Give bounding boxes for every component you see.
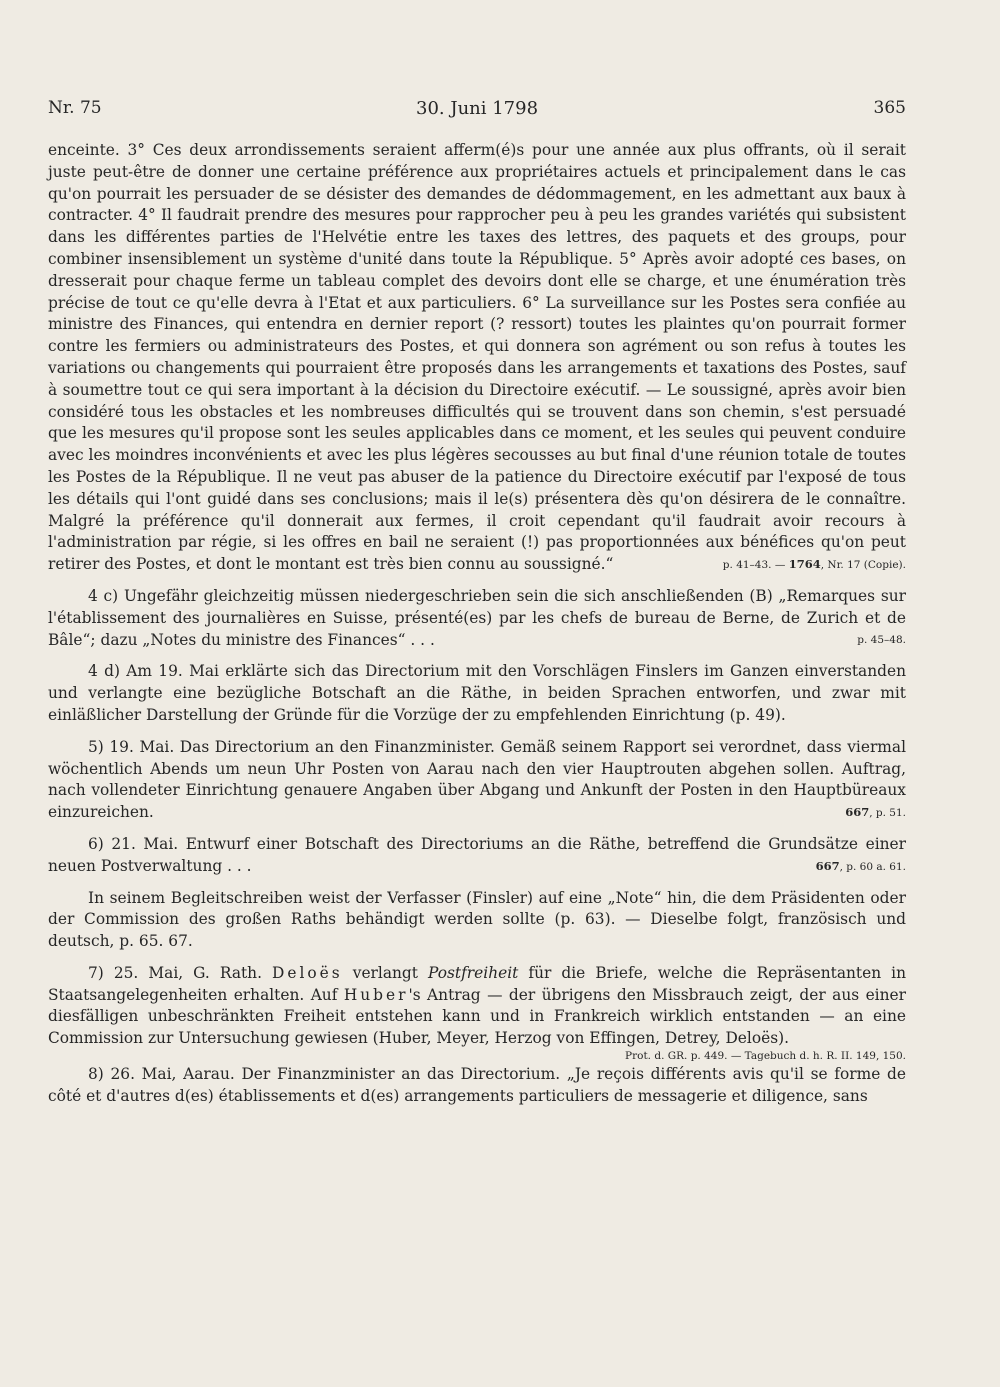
source-reference: Prot. d. GR. p. 449. — Tagebuch d. h. R. II. 149, 150. xyxy=(625,1050,906,1063)
source-reference: 667, p. 51. xyxy=(845,805,906,820)
paragraph-text: 5) 19. Mai. Das Directorium an den Finanzminister. Gemäß seinem Rapport sei verordnet, dass viermal wöchentlich Abends um neun Uhr Posten von Aarau nach den vier Hauptrouten abgehen sollen. Auftrag, nach vollendeter Einrichtung genauere Angaben über Abgang und Ankunft der Posten in den Hauptbüreaux einzureichen. xyxy=(48,737,906,822)
spaced-name: Huber xyxy=(343,985,409,1004)
source-reference: 667, p. 60 a. 61. xyxy=(815,858,906,873)
header-date: 30. Juni 1798 xyxy=(416,98,539,119)
source-reference: p. 45–48. xyxy=(857,633,906,646)
paragraph-p7: 7) 25. Mai, G. Rath. Deloës verlangt Postfreiheit für die Briefe, welche die Repräsentanten in Staatsangelegenheiten erhalten. Auf Huber's Antrag — der übrigens den Missbrauch zeigt, der aus einer diesfälligen unbeschränkten Freiheit entstehen kann und in Frankreich wirklich entstanden — an eine Commission zur Untersuchung gewiesen (Huber, Meyer, Herzog von Effingen, Detrey, Deloës). Prot. d. GR. p. 449. — Tagebuch d. h. R. II. 149, 150. xyxy=(48,963,906,1063)
spaced-name: Deloës xyxy=(272,963,343,982)
page-number: 365 xyxy=(873,98,906,118)
paragraph-text: 4 c) Ungefähr gleichzeitig müssen niedergeschrieben sein die sich anschließenden (B) „Remarques sur l'établissement des journalières en Suisse, présenté(es) par les chefs de bureau de Berne, de Zurich et de Bâle“; dazu „Notes du ministre des Finances“ . . . xyxy=(48,586,906,649)
body-text xyxy=(48,140,906,1108)
paragraph-p3 xyxy=(48,661,906,726)
italic-term: Postfreiheit xyxy=(428,963,519,982)
paragraph-text: 6) 21. Mai. Entwurf einer Botschaft des Directoriums an die Räthe, betreffend die Grundsätze einer neuen Postverwaltung . . . xyxy=(48,834,906,875)
paragraph-p2 xyxy=(48,586,906,651)
paragraph-p6 xyxy=(48,888,906,953)
source-reference: p. 41–43. — 1764, Nr. 17 (Copie). xyxy=(722,557,906,572)
page-header xyxy=(48,98,906,128)
paragraph-p4 xyxy=(48,737,906,824)
document-number: Nr. 75 xyxy=(48,98,102,118)
paragraph-p1 xyxy=(48,140,906,576)
paragraph-p8 xyxy=(48,1064,906,1108)
paragraph-p5 xyxy=(48,834,906,878)
paragraph-text: 8) 26. Mai, Aarau. Der Finanzminister an das Directorium. „Je reçois différents avis qu'il se forme de côté et d'autres d(es) établissements et d(es) arrangements particuliers de messagerie et diligence, sans xyxy=(48,1065,906,1105)
paragraph-text: 4 d) Am 19. Mai erklärte sich das Directorium mit den Vorschlägen Finslers im Ganzen einverstanden und verlangte eine bezügliche Botschaft an die Räthe, in beiden Sprachen entworfen, und zwar mit einläßlicher Darstellung der Gründe für die Vorzüge der zu empfehlenden Einrichtung (p. 49). xyxy=(48,662,906,724)
paragraph-text: enceinte. 3° Ces deux arrondissements seraient afferm(é)s pour une année aux plus offrants, où il serait juste peut-être de donner une certaine préférence aux propriétaires actuels et principalement dans le cas qu'on pourrait les persuader de se désister des demandes de dédommagement, en les admettant aux baux à contracter. 4° Il faudrait prendre des mesures pour rapprocher peu à peu les grandes variétés qui subsistent dans les différentes parties de l'Helvétie entre les taxes des lettres, des paquets et des groups, pour combiner insensiblement un système d'unité dans toute la République. 5° Après avoir adopté ces bases, on dresserait pour chaque ferme un tableau complet des devoirs dont elle se charge, et une énumération très précise de tout ce qu'elle devra à l'Etat et aux particuliers. 6° La surveillance sur les Postes sera confiée au ministre des Finances, qui entendra en dernier report (? ressort) toutes les plaintes qu'on pourrait former contre les fermiers ou administrateurs des Postes, et qui donnera son agrément ou son refus à toutes les variations ou changements qui pourraient être proposés dans les arrangements et taxations des Postes, sauf à soumettre tout ce qui sera important à la décision du Directoire exécutif. — Le soussigné, après avoir bien considéré tous les obstacles et les nombreuses difficultés qui se trouvent dans son chemin, s'est persuadé que les mesures qu'il propose sont les seules applicables dans ce moment, et les seules qui peuvent conduire avec les moindres inconvénients et avec les plus légères secousses au but final d'une réunion totale de toutes les Postes de la République. Il ne veut pas abuser de la patience du Directoire exécutif par l'exposé de tous les détails qui l'ont guidé dans ses conclusions; mais il le(s) présentera dès qu'on désirera de le connaître. Malgré la préférence qu'il donnerait aux fermes, il croit cependant qu'il faudrait avoir recours à l'administration par régie, si les offres en bail ne seraient (!) pas proportionnées aux bénéfices qu'on peut retirer des Postes, et dont le montant est très bien connu au soussigné.“ xyxy=(48,141,906,574)
paragraph-text: In seinem Begleitschreiben weist der Verfasser (Finsler) auf eine „Note“ hin, die dem Präsidenten oder der Commission des großen Raths behändigt werden sollte (p. 63). — Dieselbe folgt, französisch und deutsch, p. 65. 67. xyxy=(48,888,906,951)
